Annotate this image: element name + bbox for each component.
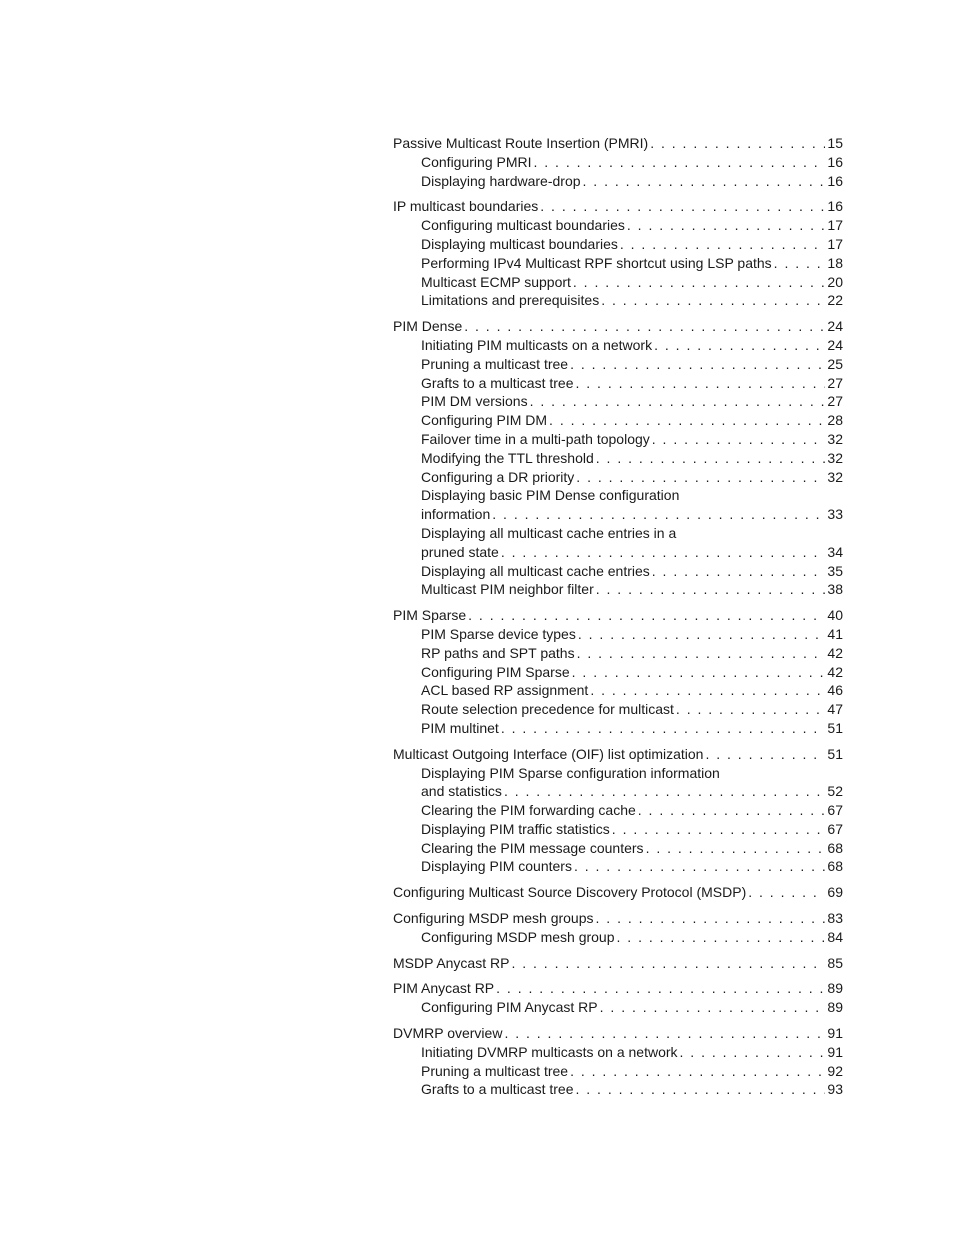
dot-leader bbox=[576, 625, 826, 644]
toc-entry-title-line: Displaying PIM Sparse configuration information bbox=[421, 764, 720, 781]
toc-section-entry[interactable] bbox=[393, 979, 843, 998]
toc-subsection-entry[interactable] bbox=[393, 153, 843, 172]
toc-page-number: 40 bbox=[827, 607, 843, 624]
toc-entry-title: Clearing the PIM message counters bbox=[421, 839, 644, 856]
toc-group bbox=[393, 954, 843, 973]
toc-entry-title: pruned state bbox=[421, 543, 499, 560]
dot-leader bbox=[746, 883, 825, 902]
dot-leader bbox=[648, 134, 825, 153]
dot-leader bbox=[636, 801, 826, 820]
toc-entry-title: Displaying multicast boundaries bbox=[421, 235, 618, 252]
toc-subsection-entry[interactable] bbox=[393, 216, 843, 235]
toc-page-number: 51 bbox=[827, 745, 843, 762]
dot-leader bbox=[599, 291, 825, 310]
toc-entry-title: Multicast ECMP support bbox=[421, 273, 571, 290]
toc-group bbox=[393, 134, 843, 190]
toc-entry-title: Pruning a multicast tree bbox=[421, 1062, 569, 1079]
toc-group bbox=[393, 1024, 843, 1099]
toc-entry-title: Clearing the PIM forwarding cache bbox=[421, 802, 636, 819]
toc-page-number: 22 bbox=[827, 292, 843, 309]
toc-entry-title: Configuring PMRI bbox=[421, 153, 532, 170]
toc-group bbox=[393, 883, 843, 902]
dot-leader bbox=[568, 355, 825, 374]
toc-page-number: 34 bbox=[827, 543, 843, 560]
dot-leader bbox=[594, 580, 826, 599]
toc-page-number: 67 bbox=[827, 820, 843, 837]
toc-entry-title: Limitations and prerequisites bbox=[421, 292, 600, 309]
toc-page-number: 68 bbox=[827, 839, 843, 856]
toc-subsection-entry[interactable] bbox=[393, 1080, 843, 1099]
dot-leader bbox=[678, 1043, 826, 1062]
toc-page-number: 24 bbox=[827, 318, 843, 335]
dot-leader bbox=[572, 857, 825, 876]
toc-entry-title: PIM DM versions bbox=[421, 393, 528, 410]
dot-leader bbox=[618, 235, 826, 254]
toc-page-number: 46 bbox=[827, 682, 843, 699]
toc-entry-title: Initiating PIM multicasts on a network bbox=[421, 336, 653, 353]
toc-page-number: 89 bbox=[827, 980, 843, 997]
toc-page-number: 32 bbox=[827, 468, 843, 485]
toc-entry-title: Displaying PIM traffic statistics bbox=[421, 820, 610, 837]
dot-leader bbox=[644, 839, 826, 858]
toc-entry-title: Displaying hardware-drop bbox=[421, 172, 581, 189]
toc-group bbox=[393, 197, 843, 310]
toc-page-number: 33 bbox=[827, 506, 843, 523]
toc-entry-title: DVMRP overview bbox=[393, 1025, 503, 1042]
toc-entry-title: MSDP Anycast RP bbox=[393, 954, 510, 971]
toc-page-number: 25 bbox=[827, 355, 843, 372]
toc-subsection-entry[interactable] bbox=[393, 543, 843, 562]
toc-subsection-entry[interactable] bbox=[393, 681, 843, 700]
toc-page-number: 42 bbox=[827, 644, 843, 661]
dot-leader bbox=[652, 336, 825, 355]
toc-subsection-entry[interactable] bbox=[393, 411, 843, 430]
dot-leader bbox=[570, 663, 826, 682]
dot-leader bbox=[502, 1024, 825, 1043]
dot-leader bbox=[499, 719, 826, 738]
toc-group bbox=[393, 606, 843, 738]
toc-subsection-entry[interactable] bbox=[393, 172, 843, 191]
dot-leader bbox=[462, 317, 825, 336]
toc-entry-title: Multicast Outgoing Interface (OIF) list optimization bbox=[393, 745, 704, 762]
dot-leader bbox=[772, 254, 826, 273]
toc-subsection-entry[interactable] bbox=[393, 336, 843, 355]
toc-entry-title: Configuring multicast boundaries bbox=[421, 217, 625, 234]
toc-subsection-entry[interactable] bbox=[393, 449, 843, 468]
dot-leader bbox=[509, 954, 825, 973]
toc-page-number: 17 bbox=[827, 235, 843, 252]
toc-subsection-entry[interactable] bbox=[393, 580, 843, 599]
dot-leader bbox=[538, 197, 825, 216]
dot-leader bbox=[594, 449, 826, 468]
toc-subsection-entry[interactable] bbox=[393, 928, 843, 947]
toc-group bbox=[393, 745, 843, 877]
toc-subsection-entry[interactable] bbox=[393, 700, 843, 719]
toc-entry-title: PIM Sparse bbox=[393, 607, 467, 624]
toc-group bbox=[393, 909, 843, 947]
toc-page-number: 15 bbox=[827, 135, 843, 151]
toc-entry-title: and statistics bbox=[421, 783, 502, 800]
dot-leader bbox=[581, 172, 826, 191]
toc-entry-title: Configuring PIM Sparse bbox=[421, 663, 570, 680]
toc-section-entry[interactable] bbox=[393, 606, 843, 625]
toc-section-entry[interactable] bbox=[393, 954, 843, 973]
toc-section-entry[interactable] bbox=[393, 197, 843, 216]
toc-entry-title: Grafts to a multicast tree bbox=[421, 1081, 574, 1098]
toc-entry-title: Configuring PIM DM bbox=[421, 412, 548, 429]
toc-entry-title: PIM multinet bbox=[421, 719, 499, 736]
dot-leader bbox=[575, 644, 826, 663]
toc-entry-title: IP multicast boundaries bbox=[393, 198, 539, 215]
toc-page-number: 18 bbox=[827, 254, 843, 271]
toc-subsection-entry[interactable] bbox=[393, 998, 843, 1017]
toc-entry-title: RP paths and SPT paths bbox=[421, 644, 575, 661]
toc-page-number: 35 bbox=[827, 562, 843, 579]
toc-page-number: 89 bbox=[827, 999, 843, 1016]
toc-subsection-entry[interactable] bbox=[393, 1062, 843, 1081]
dot-leader bbox=[598, 998, 826, 1017]
toc-page-number: 92 bbox=[827, 1062, 843, 1079]
toc-subsection-entry[interactable] bbox=[393, 719, 843, 738]
toc-entry-title: PIM Anycast RP bbox=[393, 980, 495, 997]
toc-subsection-entry[interactable] bbox=[393, 625, 843, 644]
toc-section-entry[interactable] bbox=[393, 1024, 843, 1043]
toc-entry-title: Configuring a DR priority bbox=[421, 468, 575, 485]
toc-subsection-entry[interactable] bbox=[393, 857, 843, 876]
toc-page-number: 47 bbox=[827, 701, 843, 718]
toc-page-number: 38 bbox=[827, 581, 843, 598]
toc-subsection-entry[interactable] bbox=[393, 468, 843, 487]
toc-subsection-entry[interactable] bbox=[393, 273, 843, 292]
table-of-contents bbox=[393, 134, 843, 1106]
dot-leader bbox=[574, 374, 826, 393]
toc-section-entry[interactable] bbox=[393, 909, 843, 928]
dot-leader bbox=[650, 562, 826, 581]
toc-page-number: 84 bbox=[827, 928, 843, 945]
dot-leader bbox=[674, 700, 826, 719]
toc-subsection-entry[interactable] bbox=[393, 1043, 843, 1062]
toc-page-number: 83 bbox=[827, 910, 843, 927]
toc-subsection-entry[interactable] bbox=[393, 820, 843, 839]
toc-subsection-entry[interactable] bbox=[393, 663, 843, 682]
toc-page-number: 32 bbox=[827, 449, 843, 466]
dot-leader bbox=[547, 411, 825, 430]
dot-leader bbox=[610, 820, 826, 839]
toc-entry-title: Modifying the TTL threshold bbox=[421, 449, 594, 466]
toc-page-number: 93 bbox=[827, 1081, 843, 1098]
dot-leader bbox=[625, 216, 826, 235]
toc-page-number: 85 bbox=[827, 954, 843, 971]
toc-entry-title: ACL based RP assignment bbox=[421, 682, 589, 699]
toc-subsection-entry[interactable] bbox=[393, 562, 843, 581]
toc-page-number: 27 bbox=[827, 393, 843, 410]
toc-entry-title-line: Displaying basic PIM Dense configuration bbox=[421, 487, 680, 504]
toc-group bbox=[393, 979, 843, 1017]
toc-entry-title: Configuring Multicast Source Discovery Protocol (MSDP) bbox=[393, 884, 747, 901]
toc-page-number: 67 bbox=[827, 802, 843, 819]
toc-page-number: 69 bbox=[827, 884, 843, 901]
toc-page-number: 20 bbox=[827, 273, 843, 290]
toc-subsection-entry[interactable] bbox=[393, 254, 843, 273]
toc-subsection-entry[interactable] bbox=[393, 374, 843, 393]
toc-entry-title: Configuring MSDP mesh group bbox=[421, 928, 615, 945]
toc-page-number: 28 bbox=[827, 412, 843, 429]
dot-leader bbox=[615, 928, 826, 947]
dot-leader bbox=[490, 505, 825, 524]
toc-entry-title: Failover time in a multi-path topology bbox=[421, 430, 650, 447]
toc-page-number: 24 bbox=[827, 336, 843, 353]
toc-section-entry[interactable] bbox=[393, 317, 843, 336]
toc-subsection-entry[interactable] bbox=[393, 801, 843, 820]
dot-leader bbox=[494, 979, 825, 998]
dot-leader bbox=[571, 273, 826, 292]
toc-page-number: 17 bbox=[827, 217, 843, 234]
dot-leader bbox=[703, 745, 825, 764]
toc-entry-title: Configuring MSDP mesh groups bbox=[393, 910, 594, 927]
toc-page-number: 91 bbox=[827, 1025, 843, 1042]
toc-page-number: 16 bbox=[827, 172, 843, 189]
toc-subsection-entry[interactable] bbox=[393, 782, 843, 801]
toc-entry-title: Initiating DVMRP multicasts on a network bbox=[421, 1043, 678, 1060]
toc-section-entry[interactable] bbox=[393, 134, 843, 153]
toc-subsection-entry[interactable] bbox=[393, 291, 843, 310]
toc-entry-title: Displaying all multicast cache entries bbox=[421, 562, 650, 579]
toc-page-number: 41 bbox=[827, 625, 843, 642]
toc-page-number: 27 bbox=[827, 374, 843, 391]
toc-entry-title: Passive Multicast Route Insertion (PMRI) bbox=[393, 135, 649, 151]
toc-entry-title: Pruning a multicast tree bbox=[421, 355, 569, 372]
toc-page-number: 52 bbox=[827, 783, 843, 800]
dot-leader bbox=[499, 543, 826, 562]
toc-subsection-entry[interactable] bbox=[393, 392, 843, 411]
toc-page-number: 42 bbox=[827, 663, 843, 680]
toc-entry-title: Route selection precedence for multicast bbox=[421, 701, 674, 718]
toc-entry-title: PIM Sparse device types bbox=[421, 625, 576, 642]
toc-entry-title: Multicast PIM neighbor filter bbox=[421, 581, 594, 598]
toc-subsection-entry[interactable] bbox=[393, 235, 843, 254]
toc-section-entry[interactable] bbox=[393, 883, 843, 902]
toc-entry-title: Performing IPv4 Multicast RPF shortcut using LSP paths bbox=[421, 254, 772, 271]
toc-entry-title: Configuring PIM Anycast RP bbox=[421, 999, 598, 1016]
toc-entry-title: Displaying PIM counters bbox=[421, 858, 572, 875]
toc-subsection-entry[interactable] bbox=[393, 644, 843, 663]
toc-subsection-entry[interactable] bbox=[393, 430, 843, 449]
dot-leader bbox=[528, 392, 826, 411]
toc-entry-title: PIM Dense bbox=[393, 318, 463, 335]
dot-leader bbox=[466, 606, 825, 625]
dot-leader bbox=[568, 1062, 825, 1081]
toc-section-entry[interactable] bbox=[393, 745, 843, 764]
toc-entry-title: information bbox=[421, 506, 491, 523]
toc-subsection-entry[interactable] bbox=[393, 355, 843, 374]
toc-page-number: 32 bbox=[827, 430, 843, 447]
toc-page-number: 68 bbox=[827, 858, 843, 875]
toc-group bbox=[393, 317, 843, 599]
dot-leader bbox=[594, 909, 826, 928]
toc-subsection-entry[interactable] bbox=[393, 839, 843, 858]
toc-page-number: 16 bbox=[827, 153, 843, 170]
dot-leader bbox=[588, 681, 825, 700]
toc-entry-title: Grafts to a multicast tree bbox=[421, 374, 574, 391]
dot-leader bbox=[650, 430, 826, 449]
dot-leader bbox=[574, 1080, 826, 1099]
toc-subsection-entry[interactable] bbox=[393, 505, 843, 524]
toc-page-number: 91 bbox=[827, 1043, 843, 1060]
toc-page-number: 16 bbox=[827, 198, 843, 215]
dot-leader bbox=[502, 782, 825, 801]
dot-leader bbox=[574, 468, 825, 487]
toc-entry-title-line: Displaying all multicast cache entries in a bbox=[421, 524, 677, 541]
toc-page-number: 51 bbox=[827, 719, 843, 736]
dot-leader bbox=[532, 153, 826, 172]
